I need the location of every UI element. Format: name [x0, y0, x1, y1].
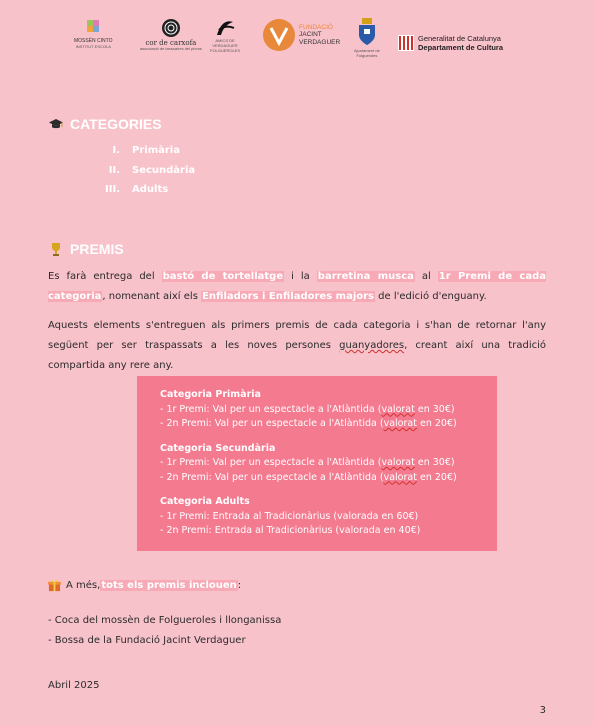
text-run: A més,: [66, 580, 101, 591]
categories-list: [90, 145, 195, 204]
prize-group-title: Categoria Secundària: [160, 442, 276, 454]
text-run: en 30€): [414, 403, 455, 415]
list-item: [90, 184, 195, 204]
amics-verdaguer-logo: [210, 18, 240, 53]
list-number: II.: [108, 164, 120, 176]
text-run: en 20€): [416, 418, 457, 429]
amics-verdaguer-line1: AMICS DE: [215, 38, 235, 43]
fundacio-line1: FUNDACIÓ: [299, 23, 333, 31]
premis-paragraph-1: [48, 267, 546, 307]
logo-strip: [0, 18, 594, 68]
ajuntament-folgueroles-logo: [354, 18, 380, 58]
ajuntament-line2: Folgueroles: [356, 53, 378, 58]
text-run: Aquests elements s'entreguen als primers premis de cada categoria i s'han de retornar l'any següent per ser traspassats a les noves persones: [48, 320, 546, 351]
mossen-cinto-name: MOSSÈN CINTO: [74, 38, 113, 44]
spellcheck-word: valorat: [383, 418, 417, 429]
highlight-barretina: barretina musca: [317, 271, 414, 282]
generalitat-line1: Generalitat de Catalunya: [418, 34, 501, 43]
prize-line: [160, 524, 497, 539]
senyera-icon: [398, 35, 414, 51]
fundacio-line3: VERDAGUER: [299, 38, 341, 46]
category-label: Adults: [132, 184, 169, 195]
spellcheck-word: valorat: [381, 457, 415, 468]
cor-de-carxofa-name: cor de carxofa: [145, 39, 197, 47]
highlight-enfiladors: Enfiladors i Enfiladores majors: [202, 291, 374, 302]
text-run: - 2n Premi: Val per un espectacle a l'Atlàntida (: [160, 471, 384, 483]
page-number: 3: [539, 705, 546, 716]
gift-icon: [48, 579, 61, 592]
fundacio-line2: JACINT: [299, 31, 322, 39]
text-run: - 1r Premi: Val per un espectacle a l'Atlàntida (: [160, 403, 382, 415]
category-label: Secundària: [132, 164, 196, 176]
prize-group-title: Categoria Adults: [160, 496, 250, 507]
graduation-cap-icon: [48, 116, 64, 132]
spellcheck-word: valorat: [383, 471, 417, 483]
fundacio-jacint-verdaguer-logo: [262, 18, 340, 52]
list-item: [90, 145, 195, 165]
trophy-icon: [48, 241, 64, 257]
premis-paragraph-2: [48, 316, 546, 376]
list-number: I.: [112, 145, 120, 156]
artichoke-icon: [156, 18, 186, 40]
mossen-cinto-logo: [74, 18, 113, 49]
amics-verdaguer-icon: [213, 18, 237, 38]
spellcheck-word: guanyadores: [339, 340, 405, 351]
fundacio-icon: [262, 18, 296, 52]
prize-group-title: Categoria Primària: [160, 389, 261, 400]
cor-de-carxofa-sub: associació de tanssaires del ploms: [140, 46, 202, 51]
generalitat-logo: [398, 34, 503, 52]
prize-line: [160, 471, 497, 486]
generalitat-line2: Departament de Cultura: [418, 43, 504, 52]
prize-group-primaria: [160, 388, 497, 432]
list-number: III.: [105, 184, 120, 195]
amics-verdaguer-line2: VERDAGUER: [212, 43, 238, 48]
text-run: :: [237, 580, 242, 591]
mossen-cinto-sub: INSTITUT ESCOLA: [75, 44, 111, 49]
text-run: , nomenant així els: [102, 291, 202, 302]
text-run: , creant així una tradició compartida any rere any.: [48, 340, 546, 371]
prize-group-secundaria: [160, 442, 497, 486]
text-run: al: [414, 271, 438, 282]
text-run: Es farà entrega del: [48, 271, 162, 282]
prize-line: [160, 456, 497, 471]
text-run: - 1r Premi: Entrada al Tradicionàrius (valorada en 60€): [160, 510, 419, 522]
text-run: - 2n Premi: Val per un espectacle a l'Atlàntida (: [160, 418, 384, 429]
text-run: de l'edició d'enguany.: [375, 291, 487, 302]
prize-line: [160, 403, 497, 418]
list-item: - Coca del mossèn de Folgueroles i llonganissa: [48, 615, 282, 626]
extra-intro: [48, 579, 241, 592]
list-item: - Bossa de la Fundació Jacint Verdaguer: [48, 635, 246, 646]
highlight-baston: bastó de tortellatge: [162, 271, 284, 282]
text-run: en 30€): [414, 457, 455, 468]
amics-verdaguer-line3: FOLGUEROLES: [210, 48, 241, 53]
premis-heading: [48, 241, 124, 257]
highlight-first-prize: 1r Premi de cada categoria: [48, 271, 546, 302]
ajuntament-line1: Ajuntament de: [354, 48, 380, 53]
document-date: Abril 2025: [48, 680, 100, 691]
text-run: - 2n Premi: Entrada al Tradicionàrius (valorada en 40€): [160, 525, 421, 536]
prize-line: [160, 510, 497, 525]
prizes-box: [137, 376, 497, 551]
categories-heading: [48, 116, 162, 132]
text-run: en 20€): [416, 471, 457, 483]
spellcheck-word: valorat: [381, 403, 415, 415]
category-label: Primària: [132, 145, 180, 156]
prize-group-adults: [160, 495, 497, 539]
text-run: i la: [284, 271, 317, 282]
highlight-all-prizes: tots els premis inclouen: [101, 580, 237, 591]
prize-line: [160, 417, 497, 432]
list-item: [90, 165, 195, 185]
categories-title: CATEGORIES: [70, 116, 162, 132]
premis-title: PREMIS: [70, 241, 124, 257]
cor-de-carxofa-logo: [140, 18, 202, 51]
coat-of-arms-icon: [356, 18, 378, 48]
mossen-cinto-icon: [78, 18, 108, 38]
text-run: - 1r Premi: Val per un espectacle a l'Atlàntida (: [160, 457, 382, 468]
